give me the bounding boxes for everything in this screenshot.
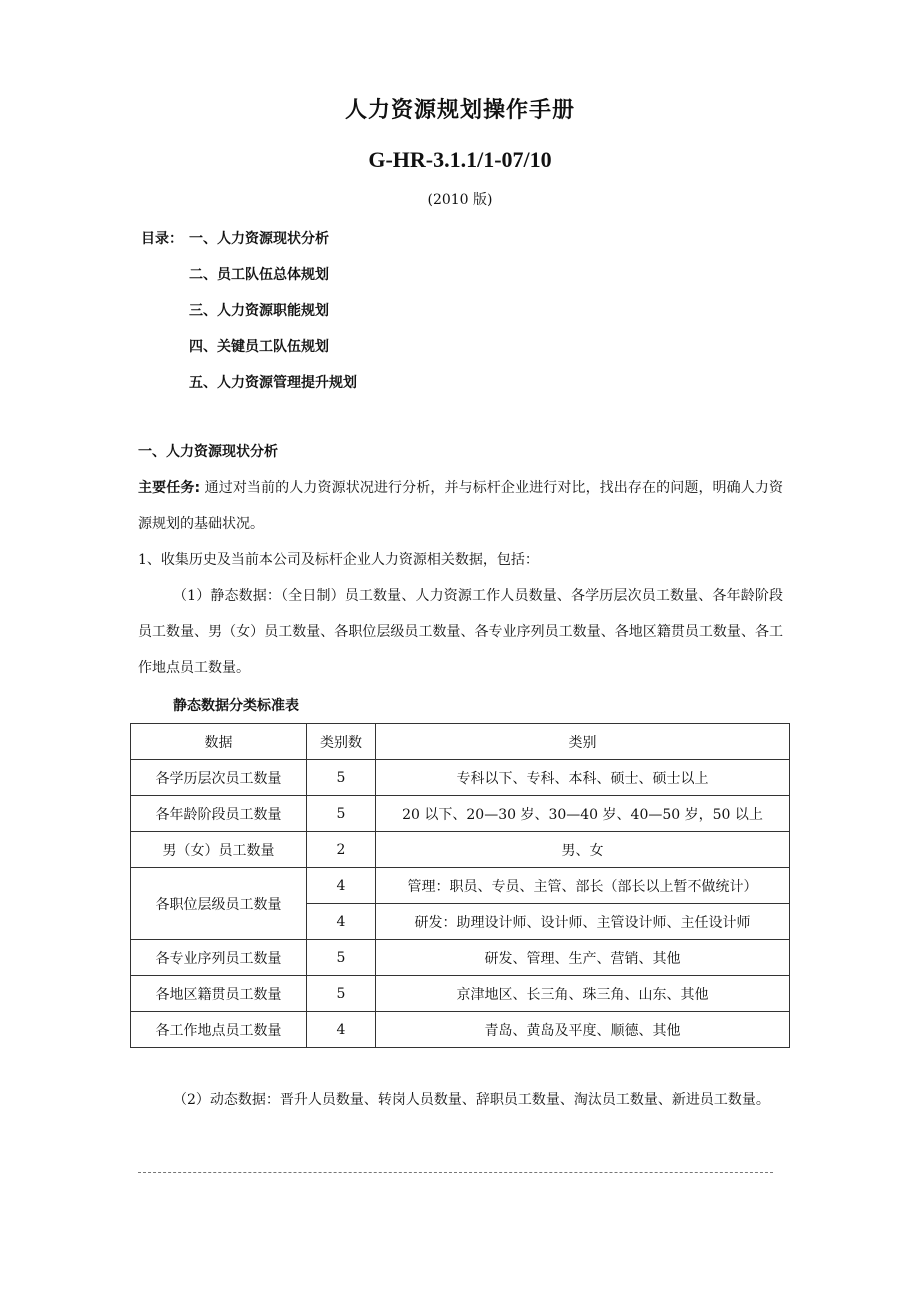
table-cell-data: 各学历层次员工数量 bbox=[131, 760, 307, 796]
table-header-row bbox=[131, 724, 790, 760]
table-cell-count: 5 bbox=[307, 760, 376, 796]
item-1-paragraph: 1、收集历史及当前本公司及标杆企业人力资源相关数据，包括： bbox=[138, 552, 539, 568]
table-cell-data: 男（女）员工数量 bbox=[131, 832, 307, 868]
table-cell-data: 各年龄阶段员工数量 bbox=[131, 796, 307, 832]
table-cell-count: 4 bbox=[307, 868, 376, 904]
toc-item: 一、人力资源现状分析 bbox=[189, 231, 329, 247]
table-cell-count: 5 bbox=[307, 796, 376, 832]
table-row bbox=[131, 868, 790, 904]
main-task-text: 通过对当前的人力资源状况进行分析，并与标杆企业进行对比，找出存在的问题，明确人力资源规划的基础状况。 bbox=[138, 480, 783, 532]
table-cell-categories: 20 以下、20—30 岁、30—40 岁、40—50 岁，50 以上 bbox=[376, 796, 790, 832]
toc-item: 四、关键员工队伍规划 bbox=[189, 339, 329, 355]
table-cell-data: 各专业序列员工数量 bbox=[131, 940, 307, 976]
table-cell-categories: 研发：助理设计师、设计师、主管设计师、主任设计师 bbox=[376, 904, 790, 940]
document-code: G-HR-3.1.1/1-07/10 bbox=[368, 147, 552, 172]
main-task-label: 主要任务: bbox=[138, 480, 201, 496]
toc-item: 三、人力资源职能规划 bbox=[189, 303, 329, 319]
page-divider bbox=[138, 1172, 773, 1173]
document-edition: (2010 版) bbox=[427, 192, 493, 208]
table-cell-count: 5 bbox=[307, 976, 376, 1012]
section-heading: 一、人力资源现状分析 bbox=[138, 444, 278, 460]
table-row bbox=[131, 832, 790, 868]
table-cell-categories: 男、女 bbox=[376, 832, 790, 868]
main-task-paragraph bbox=[138, 470, 783, 542]
table-row bbox=[131, 1012, 790, 1048]
table-cell-categories: 研发、管理、生产、营销、其他 bbox=[376, 940, 790, 976]
table-cell-categories: 专科以下、专科、本科、硕士、硕士以上 bbox=[376, 760, 790, 796]
static-data-paragraph: （1）静态数据：（全日制）员工数量、人力资源工作人员数量、各学历层次员工数量、各年龄阶段员工数量、男（女）员工数量、各职位层级员工数量、各专业序列员工数量、各地区籍贯员工数量、各工作地点员工数量。 bbox=[138, 588, 783, 676]
toc-item: 二、员工队伍总体规划 bbox=[189, 267, 329, 283]
table-header-count: 类别数 bbox=[307, 724, 376, 760]
table-header-categories: 类别 bbox=[376, 724, 790, 760]
table-cell-categories: 青岛、黄岛及平度、顺德、其他 bbox=[376, 1012, 790, 1048]
table-row bbox=[131, 796, 790, 832]
table-caption: 静态数据分类标准表 bbox=[173, 698, 299, 714]
table-header-data: 数据 bbox=[131, 724, 307, 760]
toc-item: 五、人力资源管理提升规划 bbox=[189, 375, 357, 391]
table-cell-categories: 管理：职员、专员、主管、部长（部长以上暂不做统计） bbox=[376, 868, 790, 904]
table-cell-count: 2 bbox=[307, 832, 376, 868]
table-cell-data: 各职位层级员工数量 bbox=[131, 868, 307, 940]
toc-label: 目录： bbox=[141, 231, 183, 247]
table-cell-count: 5 bbox=[307, 940, 376, 976]
dynamic-data-paragraph: （2）动态数据：晋升人员数量、转岗人员数量、辞职员工数量、淘汰员工数量、新进员工数量。 bbox=[173, 1092, 770, 1108]
document-title: 人力资源规划操作手册 bbox=[344, 98, 575, 123]
table-cell-categories: 京津地区、长三角、珠三角、山东、其他 bbox=[376, 976, 790, 1012]
table-row bbox=[131, 940, 790, 976]
table-cell-count: 4 bbox=[307, 904, 376, 940]
static-data-classification-table bbox=[130, 723, 790, 1048]
table-row bbox=[131, 760, 790, 796]
table-row bbox=[131, 976, 790, 1012]
table-cell-data: 各地区籍贯员工数量 bbox=[131, 976, 307, 1012]
table-cell-count: 4 bbox=[307, 1012, 376, 1048]
table-cell-data: 各工作地点员工数量 bbox=[131, 1012, 307, 1048]
